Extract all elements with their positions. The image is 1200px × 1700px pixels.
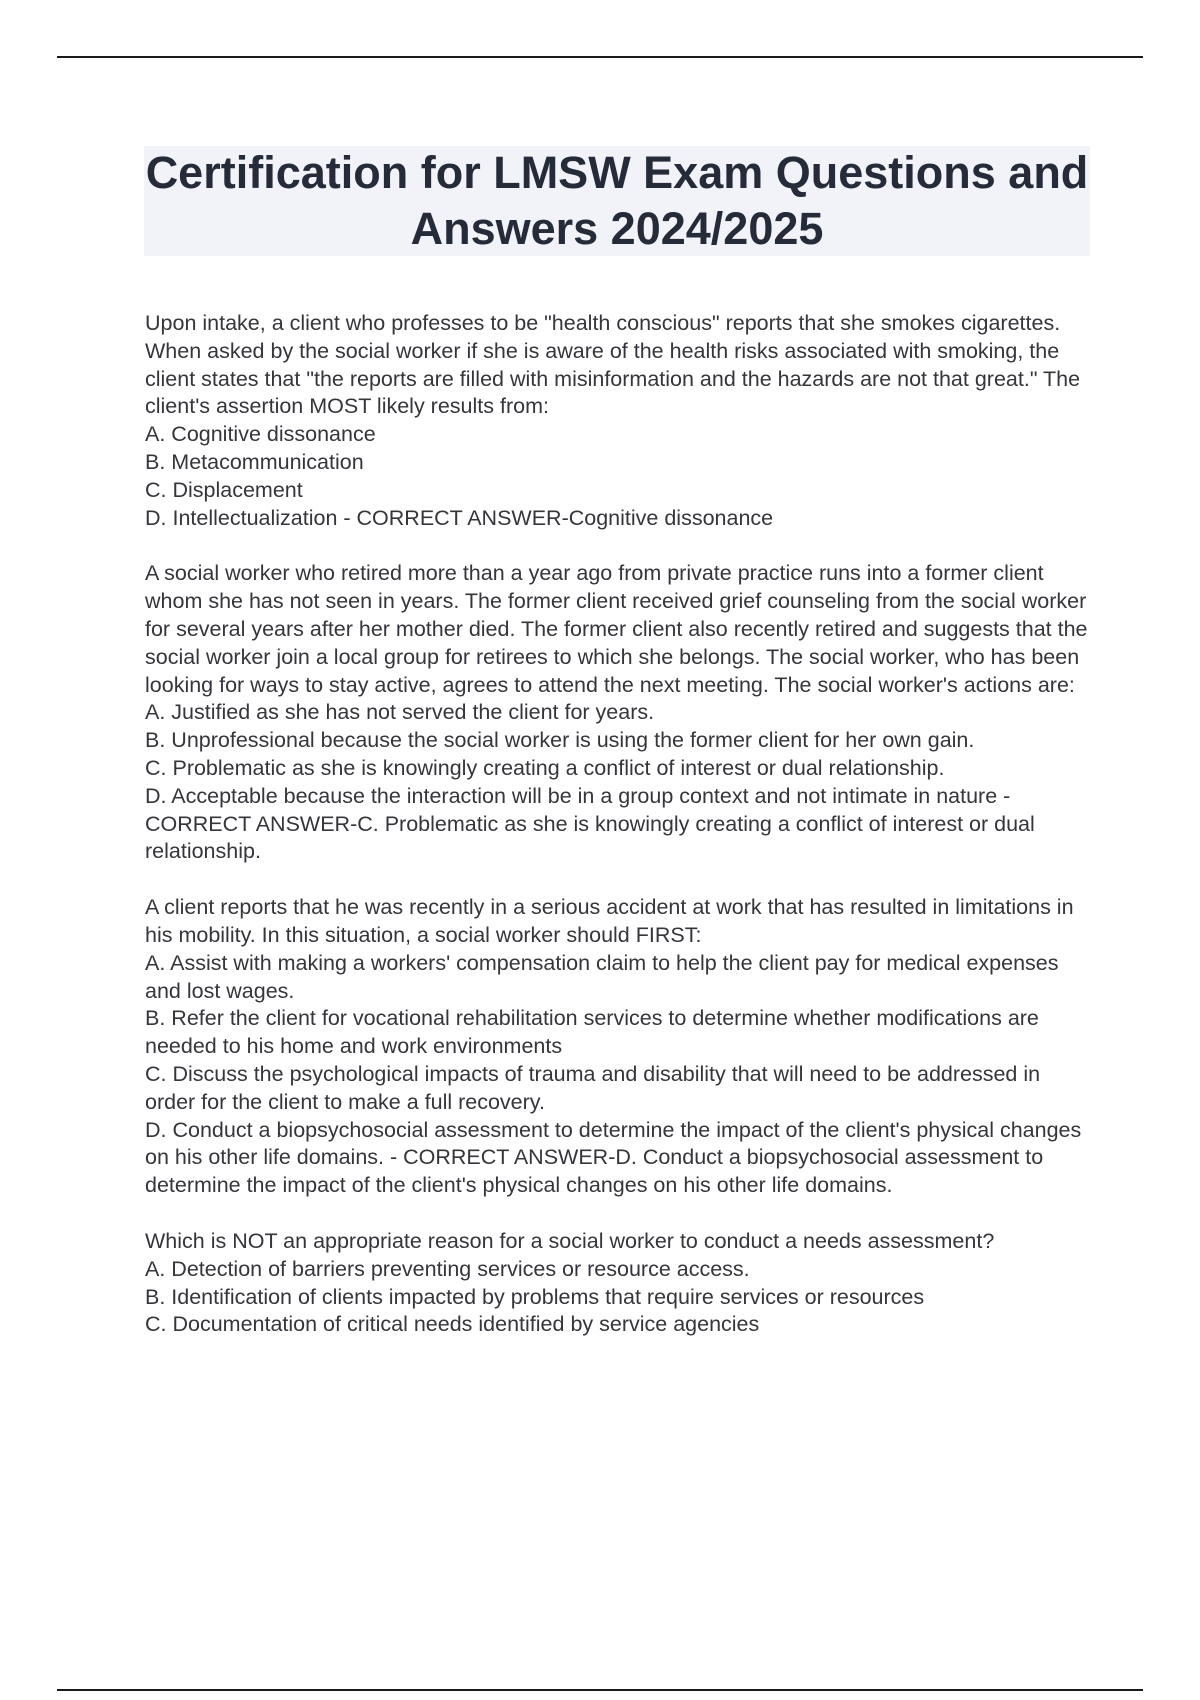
document-body	[145, 310, 1095, 1367]
answer-option: A. Cognitive dissonance	[145, 422, 376, 447]
question-block-3	[145, 894, 1095, 1200]
answer-option: B. Unprofessional because the social worker is using the former client for her own gain.	[145, 728, 975, 753]
question-stem: A client reports that he was recently in a serious accident at work that has resulted in limitations in his mobility. In this situation, a social worker should FIRST:	[145, 895, 1074, 947]
answer-option: D. Acceptable because the interaction will be in a group context and not intimate in nature - CORRECT ANSWER-C. Problematic as she is knowingly creating a conflict of interest or dual relationship.	[145, 783, 1035, 864]
answer-option: C. Discuss the psychological impacts of trauma and disability that will need to be addressed in order for the client to make a full recovery.	[145, 1061, 1041, 1114]
question-block-2	[145, 560, 1095, 866]
question-stem: A social worker who retired more than a year ago from private practice runs into a former client whom she has not seen in years. The former client received grief counseling from the social worker for several years after her mother died. The former client also recently retired and suggests that the social worker join a local group for retirees to which she belongs. The social worker, who has been looking for ways to stay active, agrees to attend the next meeting. The social worker's actions are:	[145, 561, 1088, 697]
answer-option: C. Documentation of critical needs identified by service agencies	[145, 1312, 760, 1337]
answer-option: A. Assist with making a workers' compensation claim to help the client pay for medical expenses and lost wages.	[145, 950, 1059, 1003]
question-stem: Which is NOT an appropriate reason for a social worker to conduct a needs assessment?	[145, 1228, 995, 1253]
answer-option: B. Identification of clients impacted by problems that require services or resources	[145, 1284, 925, 1309]
answer-option: B. Metacommunication	[145, 449, 364, 474]
top-rule	[57, 56, 1143, 58]
bottom-rule	[57, 1689, 1143, 1691]
answer-option: B. Refer the client for vocational rehabilitation services to determine whether modifications are needed to his home and work environments	[145, 1006, 1039, 1059]
question-stem: Upon intake, a client who professes to be "health conscious" reports that she smokes cigarettes. When asked by the social worker if she is aware of the health risks associated with smoking, the client states that "the reports are filled with misinformation and the hazards are not that great." The client's assertion MOST likely results from:	[145, 311, 1081, 419]
answer-option: A. Justified as she has not served the client for years.	[145, 700, 655, 725]
answer-option: A. Detection of barriers preventing services or resource access.	[145, 1256, 750, 1281]
question-block-1	[145, 310, 1095, 532]
answer-option: C. Problematic as she is knowingly creating a conflict of interest or dual relationship.	[145, 755, 945, 780]
answer-option: D. Conduct a biopsychosocial assessment to determine the impact of the client's physical changes on his other life domains. - CORRECT ANSWER-D. Conduct a biopsychosocial assessment to determine the impact of the client's physical changes on his other life domains.	[145, 1117, 1082, 1198]
document-title: Certification for LMSW Exam Questions and Answers 2024/2025	[145, 147, 1089, 254]
title-banner	[144, 146, 1090, 256]
answer-option: D. Intellectualization - CORRECT ANSWER-Cognitive dissonance	[145, 505, 774, 530]
answer-option: C. Displacement	[145, 477, 303, 502]
question-block-4	[145, 1228, 1095, 1339]
